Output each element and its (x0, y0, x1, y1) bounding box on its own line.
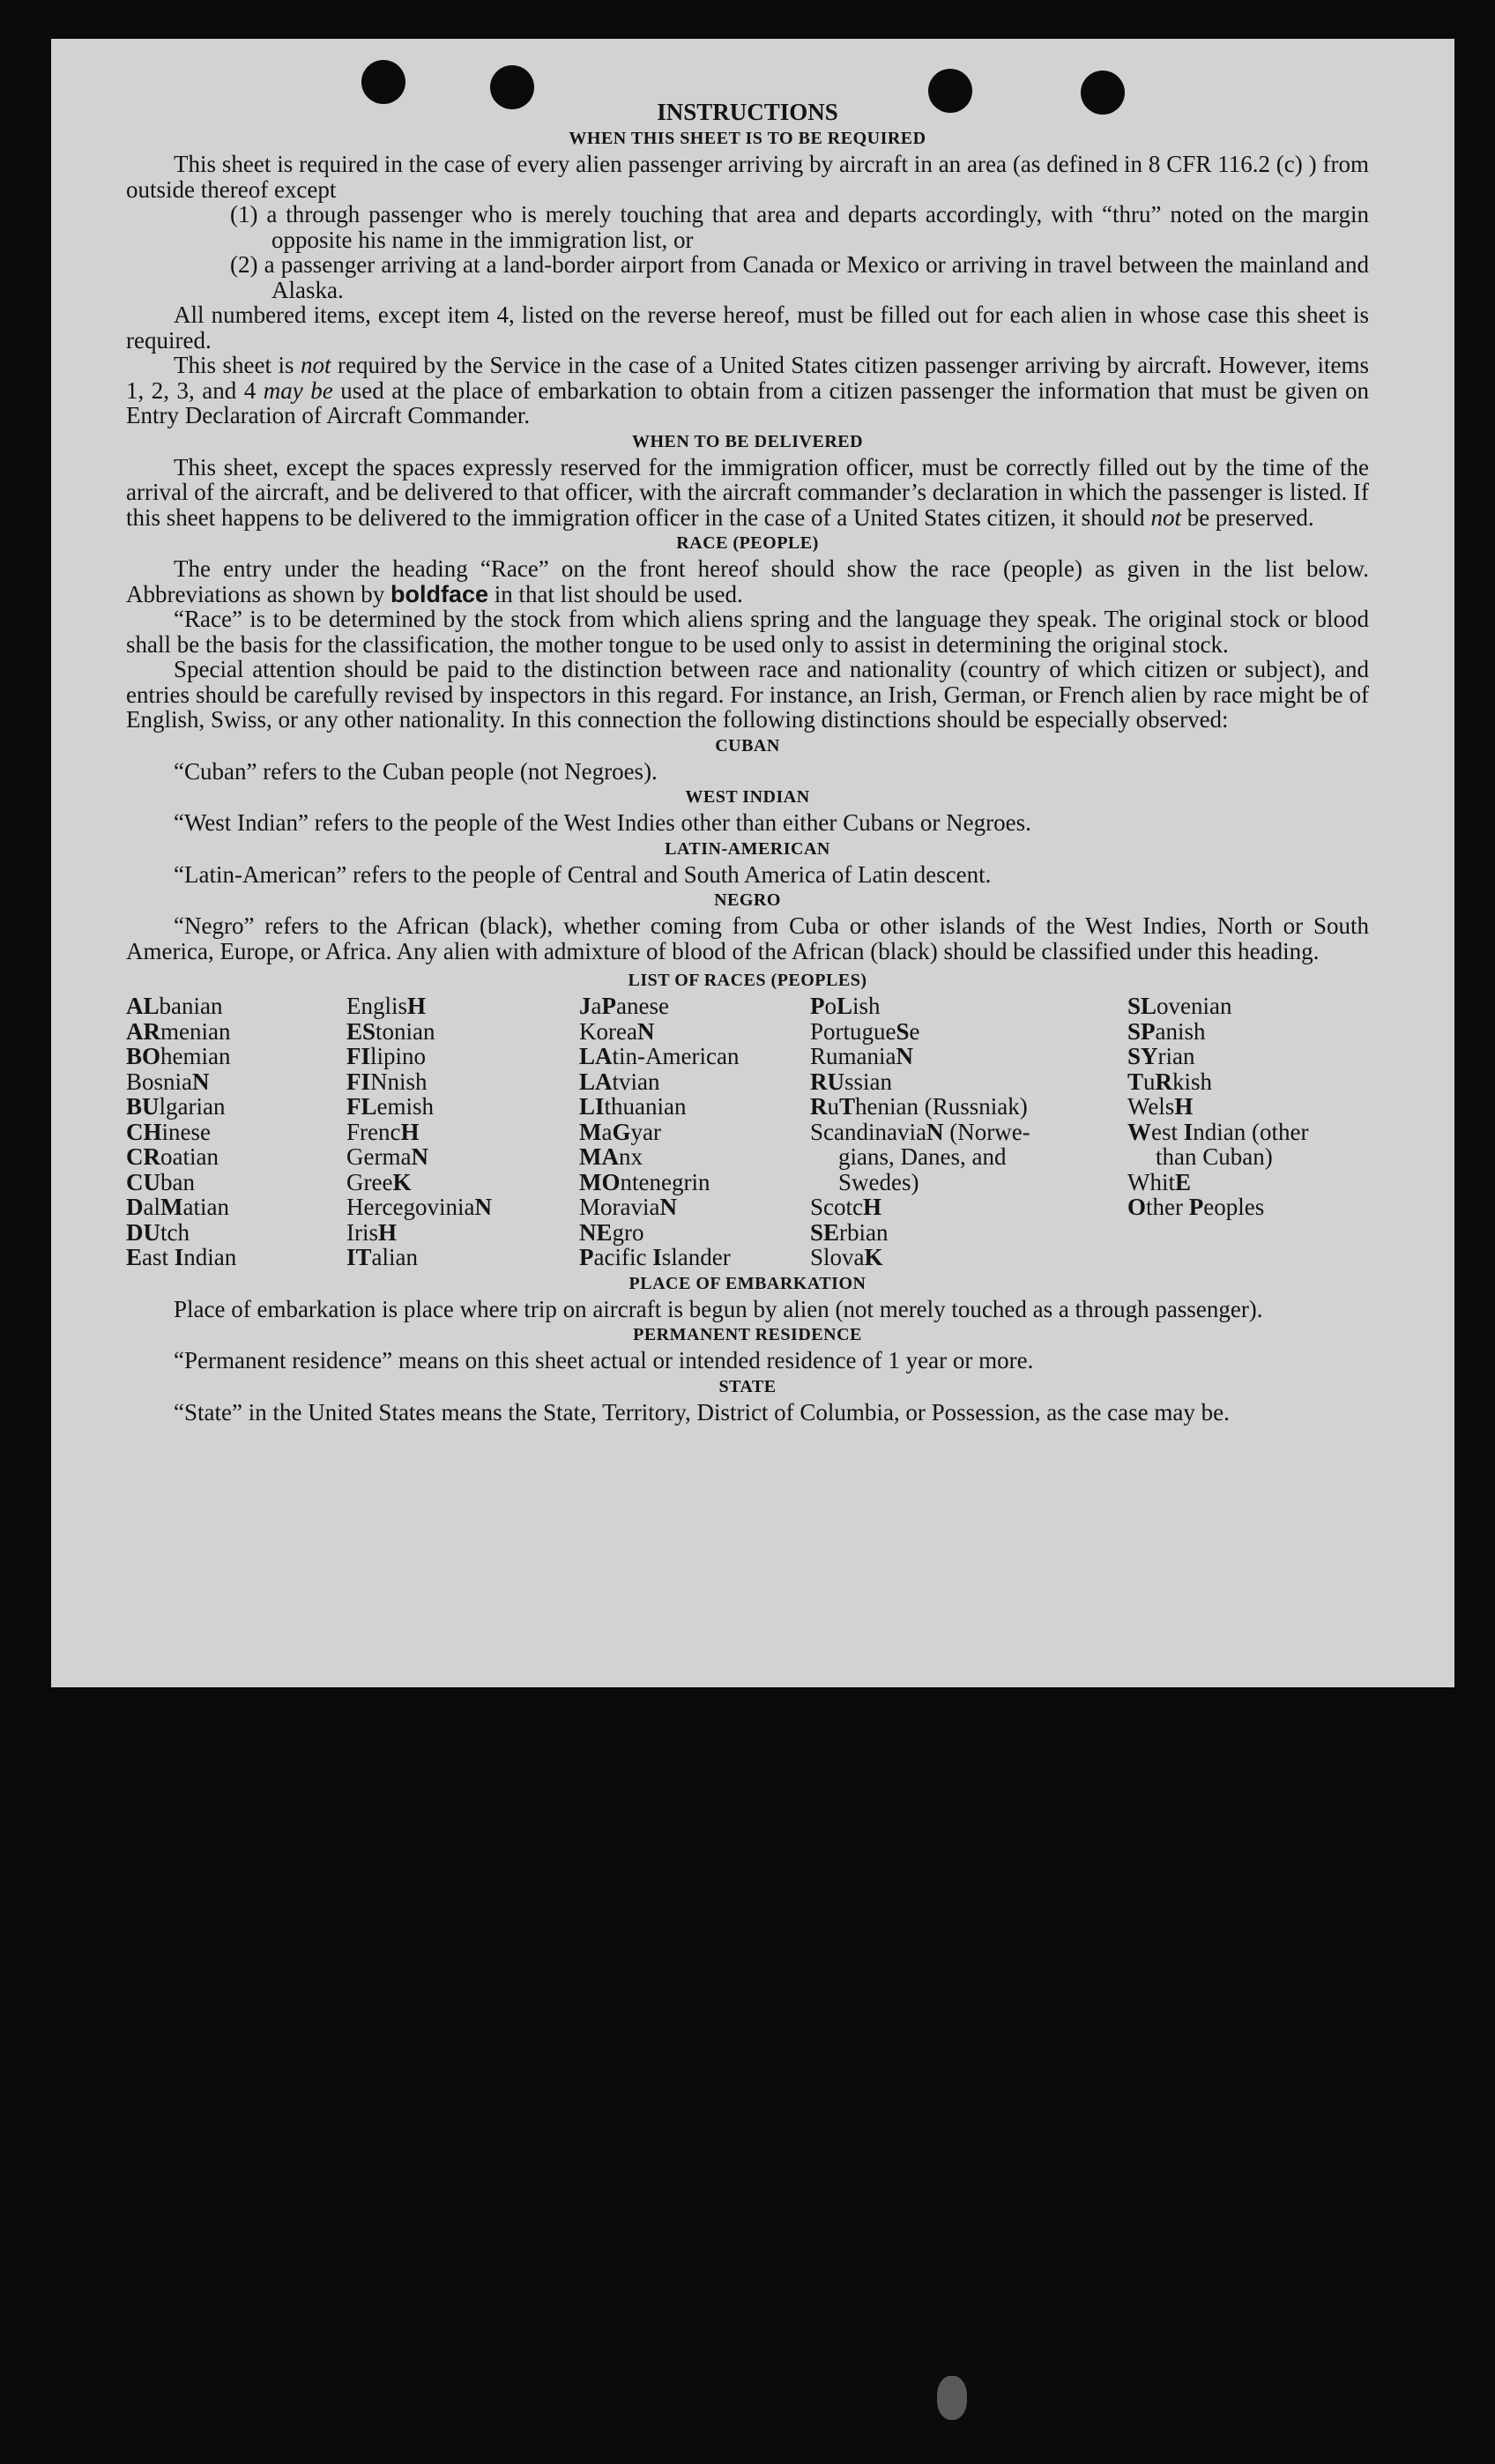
document-sheet (51, 39, 1454, 1687)
race-text: u (827, 1093, 839, 1120)
race-entry (346, 1019, 579, 1045)
paragraph: “Permanent residence” means on this sheet actual or intended residence of 1 year or more. (174, 1347, 1034, 1373)
race-entry (810, 1120, 1127, 1145)
race-abbreviation: FL (346, 1093, 377, 1120)
race-abbreviation: RU (810, 1068, 844, 1095)
race-abbreviation: K (392, 1168, 412, 1195)
section-heading: RACE (PEOPLE) (676, 533, 819, 553)
race-abbreviation: CR (126, 1143, 160, 1170)
race-text: u (1143, 1068, 1156, 1095)
race-text: acific (593, 1244, 653, 1270)
text-run: This sheet, except the spaces expressly reserved for the immigration officer, must be correctly filled out by the time of the arrival of the aircraft, and be delivered to that officer, with the aircraft commander’s declaration in which the passenger is listed. If this sheet happens to be delivered to the immigration officer in the case of a United States citizen, it should (126, 453, 1369, 531)
race-entry (1127, 1120, 1365, 1145)
race-entry (579, 1220, 810, 1246)
race-text: anish (1155, 1017, 1206, 1045)
race-abbreviation: K (864, 1244, 883, 1270)
race-abbreviation: SY (1127, 1043, 1158, 1069)
race-entry (579, 1094, 810, 1120)
race-text: ast (142, 1244, 175, 1270)
emphasis: not (1150, 503, 1181, 531)
race-entry (1127, 994, 1365, 1019)
race-abbreviation: G (612, 1118, 631, 1145)
race-text: rian (1157, 1043, 1195, 1069)
paragraph: “Latin-American” refers to the people of Central and South America of Latin descent. (174, 860, 992, 888)
section-heading: NEGRO (714, 890, 781, 910)
race-entry (346, 1170, 579, 1195)
race-text: eoples (1203, 1194, 1265, 1220)
race-entry (126, 1044, 346, 1069)
text-run: be preserved. (1180, 503, 1314, 531)
race-abbreviation: N (896, 1043, 913, 1069)
race-text: gians, Danes, and (838, 1143, 1007, 1170)
race-entry (126, 1220, 346, 1246)
race-entry (126, 1094, 346, 1120)
race-entry (1127, 1019, 1365, 1045)
race-abbreviation: N (411, 1143, 428, 1170)
race-abbreviation: R (1155, 1068, 1173, 1095)
race-text: tin-American (612, 1043, 740, 1069)
bold-word: boldface (390, 580, 488, 607)
race-abbreviation: N (636, 1017, 655, 1045)
race-abbreviation: SL (1127, 993, 1157, 1019)
race-text: ovenian (1157, 993, 1232, 1019)
race-text: (Norwe- (943, 1118, 1030, 1145)
race-text: Slova (810, 1244, 865, 1270)
paragraph (126, 556, 1369, 607)
race-abbreviation: P (810, 993, 825, 1019)
race-entry (1127, 1170, 1365, 1195)
race-abbreviation: H (378, 1218, 398, 1246)
race-entry (810, 1069, 1127, 1095)
race-abbreviation: LA (579, 1068, 613, 1095)
race-entry (1127, 1144, 1365, 1170)
race-entry (346, 1120, 579, 1145)
race-text: lgarian (159, 1093, 226, 1120)
race-text: ther (1146, 1194, 1189, 1220)
race-entry (579, 1019, 810, 1045)
punch-hole (361, 60, 405, 104)
race-abbreviation: H (407, 993, 427, 1019)
race-abbreviation: CH (126, 1118, 162, 1145)
race-entry (126, 1245, 346, 1270)
paragraph (126, 353, 1369, 428)
race-entry (579, 1170, 810, 1195)
race-abbreviation: MO (579, 1168, 621, 1195)
race-text: banian (159, 993, 223, 1019)
paragraph: “State” in the United States means the State, Territory, District of Columbia, or Possession, as the case may be. (174, 1398, 1230, 1426)
section-heading: PERMANENT RESIDENCE (633, 1325, 862, 1344)
race-abbreviation: CU (126, 1168, 160, 1195)
list-item: (2) a passenger arriving at a land-border airport from Canada or Mexico or arriving in travel between the mainland and Alaska. (230, 251, 1369, 303)
race-abbreviation: SP (1127, 1017, 1156, 1045)
race-abbreviation: FI (346, 1068, 370, 1095)
race-text: oatian (160, 1143, 219, 1170)
paragraph: “West Indian” refers to the people of the West Indies other than either Cubans or Negroes. (174, 809, 1031, 836)
race-abbreviation: E (126, 1244, 143, 1270)
race-entry (346, 994, 579, 1019)
race-text: Moravia (579, 1194, 660, 1220)
race-abbreviation: NE (579, 1218, 613, 1246)
race-entry (126, 1144, 346, 1170)
race-text: menian (160, 1017, 231, 1045)
race-text: est (1151, 1118, 1184, 1145)
race-entry (1127, 1044, 1365, 1069)
emphasis: may be (263, 376, 333, 404)
race-entry (810, 1170, 1127, 1195)
race-text: kish (1172, 1068, 1213, 1095)
race-entry (810, 1094, 1127, 1120)
paragraph: This sheet is required in the case of every alien passenger arriving by aircraft in an area (as defined in 8 CFR 116.2 (c) ) from outside thereof except (126, 151, 1369, 203)
race-entry (810, 1044, 1127, 1069)
race-text: yar (630, 1118, 661, 1145)
paragraph: “Cuban” refers to the Cuban people (not Negroes). (174, 757, 658, 785)
race-abbreviation: BO (126, 1043, 161, 1069)
race-abbreviation: O (1127, 1194, 1147, 1220)
race-text: Wels (1127, 1093, 1175, 1120)
paragraph (126, 455, 1369, 531)
race-abbreviation: N (192, 1068, 210, 1095)
race-text: henian (Russniak) (855, 1093, 1028, 1120)
instructions-content (126, 99, 1369, 1425)
text-run: used at the place of embarkation to obtain from a citizen passenger the information that must be given on Entry Declaration of Aircraft Commander. (126, 376, 1370, 428)
paragraph: Special attention should be paid to the distinction between race and nationality (country of which citizen or subject), and entries should be carefully revised by inspectors in this regard. For instance, an Irish, German, or French alien by race might be of English, Swiss, or any other nationality. In this connection the following distinctions should be especially observed: (126, 656, 1369, 733)
race-abbreviation: N (474, 1194, 492, 1220)
race-entry (810, 1019, 1127, 1045)
race-abbreviation: R (810, 1093, 828, 1120)
race-text: than Cuban) (1156, 1143, 1273, 1170)
race-text: lipino (370, 1043, 427, 1069)
text-run: This sheet is (174, 352, 301, 378)
race-abbreviation: N (926, 1118, 944, 1145)
race-abbreviation: E (1175, 1168, 1192, 1195)
race-text: ban (160, 1168, 195, 1195)
race-abbreviation: J (579, 993, 591, 1019)
race-entry (810, 994, 1127, 1019)
race-text: a (601, 1118, 613, 1145)
race-entry (346, 1094, 579, 1120)
race-entry (810, 1195, 1127, 1220)
race-entry (126, 1170, 346, 1195)
race-text: ssian (844, 1068, 892, 1095)
race-column (810, 994, 1127, 1270)
race-entry (346, 1245, 579, 1270)
race-entry (579, 1144, 810, 1170)
text-run: The entry under the heading “Race” on the front hereof should show the race (people) as given in the list below. Abbreviations as shown by (126, 555, 1369, 607)
race-abbreviation: I (652, 1244, 662, 1270)
paragraph: “Race” is to be determined by the stock from which aliens spring and the language they speak. The original stock or blood shall be the basis for the classification, the mother tongue to be used only to assist in determining the original stock. (126, 606, 1369, 658)
race-text: tonian (376, 1017, 435, 1045)
race-text: Rumania (810, 1043, 896, 1069)
race-abbreviation: T (839, 1093, 856, 1120)
race-abbreviation: M (579, 1118, 602, 1145)
race-abbreviation: S (896, 1017, 910, 1045)
race-abbreviation: P (579, 1244, 594, 1270)
race-abbreviation: IT (346, 1244, 372, 1270)
section-heading: CUBAN (715, 735, 780, 756)
race-text: Nnish (370, 1068, 428, 1095)
race-text: ndian (other (1193, 1118, 1309, 1145)
race-abbreviation: MA (579, 1143, 619, 1170)
race-text: tvian (612, 1068, 660, 1095)
race-abbreviation: BU (126, 1093, 160, 1120)
race-abbreviation: DU (126, 1218, 160, 1246)
paragraph: Place of embarkation is place where trip on aircraft is begun by alien (not merely touched as a through passenger). (174, 1295, 1263, 1322)
race-text: inese (161, 1118, 211, 1145)
race-abbreviation: SE (810, 1218, 840, 1246)
race-abbreviation: LA (579, 1043, 613, 1069)
race-entry (346, 1144, 579, 1170)
race-column (1127, 994, 1365, 1270)
race-entry (579, 1120, 810, 1145)
paragraph: All numbered items, except item 4, listed on the reverse hereof, must be filled out for each alien in whose case this sheet is required. (126, 301, 1369, 354)
race-text: Whit (1127, 1168, 1175, 1195)
race-abbreviation: H (863, 1194, 882, 1220)
race-text: Hercegovinia (346, 1194, 475, 1220)
race-entry (810, 1220, 1127, 1246)
section-heading: WHEN TO BE DELIVERED (631, 431, 864, 451)
race-entry (126, 1120, 346, 1145)
race-entry (579, 1195, 810, 1220)
race-text: ntenegrin (620, 1168, 710, 1195)
race-abbreviation: FI (346, 1043, 370, 1069)
race-text: al (143, 1194, 160, 1220)
race-abbreviation: LI (579, 1093, 605, 1120)
race-list (126, 994, 1369, 1270)
race-abbreviation: I (174, 1244, 184, 1270)
race-entry (1127, 1094, 1365, 1120)
text-run: required by the Service in the case of a United States citizen passenger arriving by aircraft. However, items 1, 2, 3, and 4 (126, 352, 1369, 404)
race-text: Bosnia (126, 1068, 193, 1095)
race-text: slander (661, 1244, 731, 1270)
race-text: Englis (346, 993, 408, 1019)
race-text: ndian (183, 1244, 237, 1270)
race-abbreviation: H (400, 1118, 420, 1145)
race-column (346, 994, 579, 1270)
race-text: thuanian (604, 1093, 687, 1120)
race-text: emish (376, 1093, 435, 1120)
race-text: atian (182, 1194, 229, 1220)
race-text: tch (160, 1218, 190, 1246)
race-text: anese (615, 993, 669, 1019)
section-heading: LIST OF RACES (PEOPLES) (628, 971, 867, 990)
section-heading: PLACE OF EMBARKATION (628, 1273, 867, 1293)
race-text: Scandinavia (810, 1118, 926, 1145)
race-abbreviation: I (1183, 1118, 1194, 1145)
race-abbreviation: W (1127, 1118, 1151, 1145)
race-text: Korea (579, 1017, 637, 1045)
race-text: Scotc (810, 1194, 863, 1220)
race-abbreviation: P (601, 993, 616, 1019)
section-heading: STATE (718, 1376, 777, 1396)
race-entry (579, 1069, 810, 1095)
list-item: (1) a through passenger who is merely touching that area and departs accordingly, with “thru” noted on the margin opposite his name in the immigration list, or (230, 201, 1369, 253)
section-heading: WEST INDIAN (685, 787, 810, 807)
race-column (579, 994, 810, 1270)
race-text: nx (618, 1143, 643, 1170)
race-text: gro (612, 1218, 644, 1246)
race-entry (810, 1144, 1127, 1170)
race-entry (126, 994, 346, 1019)
race-abbreviation: L (837, 993, 853, 1019)
race-entry (1127, 1069, 1365, 1095)
race-column (126, 994, 346, 1270)
race-entry (810, 1245, 1127, 1270)
race-text: Iris (346, 1218, 378, 1246)
race-text: a (591, 993, 602, 1019)
race-entry (346, 1044, 579, 1069)
race-text: e (909, 1017, 920, 1045)
race-abbreviation: M (160, 1194, 183, 1220)
race-entry (346, 1069, 579, 1095)
race-entry (1127, 1195, 1365, 1220)
race-text: Swedes) (838, 1168, 919, 1195)
race-entry (579, 1044, 810, 1069)
race-abbreviation: N (659, 1194, 677, 1220)
race-abbreviation: H (1174, 1093, 1194, 1120)
race-abbreviation: D (126, 1194, 144, 1220)
race-abbreviation: AR (126, 1017, 160, 1045)
race-text: ish (852, 993, 881, 1019)
race-entry (579, 1245, 810, 1270)
race-text: Germa (346, 1143, 412, 1170)
race-entry (579, 994, 810, 1019)
race-entry (126, 1019, 346, 1045)
race-text: alian (371, 1244, 419, 1270)
race-text: o (824, 993, 837, 1019)
race-entry (346, 1220, 579, 1246)
race-abbreviation: T (1127, 1068, 1144, 1095)
scan-smudge (937, 2376, 967, 2420)
paragraph: “Negro” refers to the African (black), whether coming from Cuba or other islands of the West Indies, North or South America, Europe, or Africa. Any alien with admixture of blood of the African (black) should be classified under this heading. (126, 912, 1369, 964)
race-entry (126, 1195, 346, 1220)
race-text: hemian (160, 1043, 231, 1069)
race-entry (126, 1069, 346, 1095)
race-text: Portugue (810, 1017, 896, 1045)
text-run: in that list should be used. (488, 580, 743, 607)
race-text: rbian (839, 1218, 889, 1246)
race-abbreviation: AL (126, 993, 160, 1019)
section-heading: WHEN THIS SHEET IS TO BE REQUIRED (569, 129, 926, 148)
document-title: INSTRUCTIONS (657, 99, 838, 125)
race-text: Frenc (346, 1118, 401, 1145)
emphasis: not (301, 352, 331, 378)
race-abbreviation: ES (346, 1017, 376, 1045)
race-abbreviation: P (1188, 1194, 1204, 1220)
section-heading: LATIN-AMERICAN (665, 838, 830, 859)
race-text: Gree (346, 1168, 393, 1195)
race-entry (346, 1195, 579, 1220)
